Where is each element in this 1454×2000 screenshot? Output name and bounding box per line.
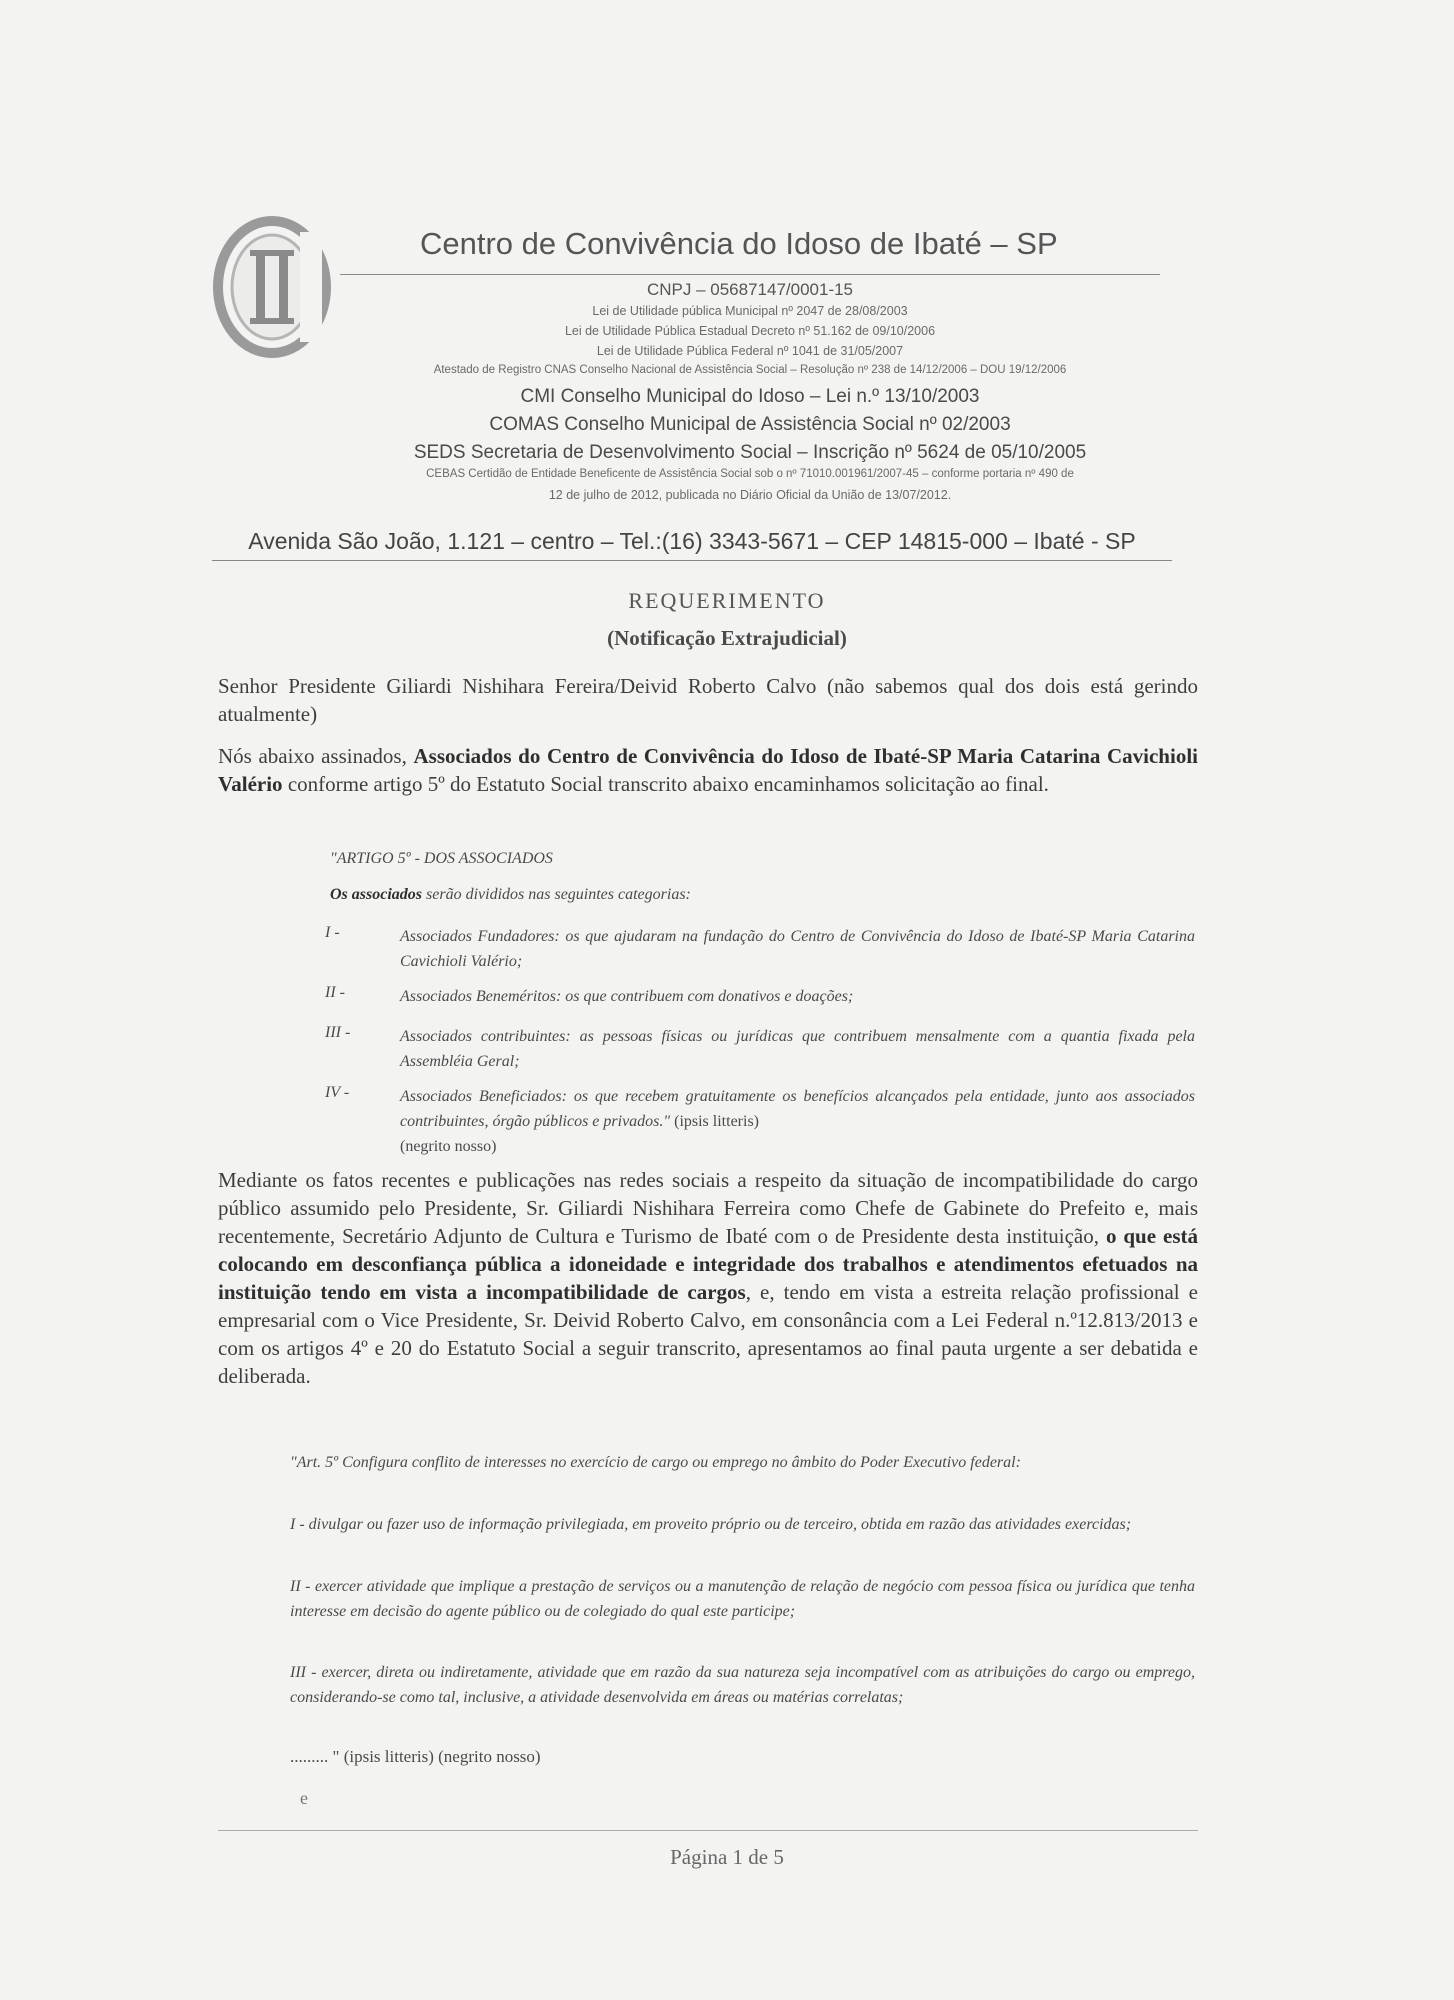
law-item: II - exercer atividade que implique a prestação de serviços ou a manutenção de relação de negócio com pessoa física ou jurídica que tenha interesse em decisão do agente público ou de colegiado do qual este participe;	[290, 1578, 1195, 1620]
organization-title: Centro de Convivência do Idoso de Ibaté – SP	[420, 226, 1058, 261]
header-line: COMAS Conselho Municipal de Assistência Social nº 02/2003	[489, 414, 1011, 435]
intro-paragraph: Nós abaixo assinados, Associados do Centro de Convivência do Idoso de Ibaté-SP Maria Catarina Cavichioli Valério conforme artigo 5º do Estatuto Social transcrito abaixo encaminhamos solicitação ao final.	[218, 744, 1198, 796]
header-line: Lei de Utilidade Pública Federal nº 1041 de 31/05/2007	[596, 344, 904, 358]
title-divider	[340, 274, 1160, 275]
document-subtitle: (Notificação Extrajudicial)	[607, 626, 847, 650]
header-line: CMI Conselho Municipal do Idoso – Lei n.º 13/10/2003	[520, 386, 980, 407]
footer-divider	[218, 1830, 1198, 1831]
article5-item: Associados contribuintes: as pessoas físicas ou jurídicas que contribuem mensalmente com a quantia fixada pela Assembléia Geral;	[400, 1028, 1195, 1070]
institution-logo	[212, 212, 332, 362]
salutation: Senhor Presidente Giliardi Nishihara Fereira/Deivid Roberto Calvo (não sabemos qual dos dois está gerindo atualmente)	[218, 674, 1198, 726]
header-line: SEDS Secretaria de Desenvolvimento Social – Inscrição nº 5624 de 05/10/2005	[413, 442, 1087, 463]
article5-item-number: II -	[325, 984, 345, 1001]
stray-mark: e	[300, 1788, 308, 1808]
main-paragraph: Mediante os fatos recentes e publicações nas redes sociais a respeito da situação de incompatibilidade do cargo público assumido pelo Presidente, Sr. Giliardi Nishihara Ferreira como Chefe de Gabinete do Prefeito e, mais recentemente, Secretário Adjunto de Cultura e Turismo de Ibaté com o de Presidente desta instituição, o que está colocando em desconfiança pública a idoneidade e integridade dos trabalhos e atendimentos efetuados na instituição tendo em vista a incompatibilidade de cargos, e, tendo em vista a estreita relação profissional e empresarial com o Vice Presidente, Sr. Deivid Roberto Calvo, em consonância com a Lei Federal n.º12.813/2013 e com os artigos 4º e 20 do Estatuto Social a seguir transcrito, apresentamos ao final pauta urgente a ser debatida e deliberada.	[218, 1168, 1198, 1388]
header-cnpj: CNPJ – 05687147/0001-15	[646, 280, 854, 299]
law-item: III - exercer, direta ou indiretamente, atividade que em razão da sua natureza seja incompatível com as atribuições do cargo ou emprego, considerando-se como tal, inclusive, a atividade desenvolvida em áreas ou matérias correlatas;	[290, 1664, 1195, 1706]
article5-item-number: I -	[325, 924, 340, 941]
article5-intro: Os associados serão divididos nas seguintes categorias:	[330, 886, 691, 903]
law-citation: ......... " (ipsis litteris) (negrito nosso)	[290, 1747, 541, 1766]
address-line: Avenida São João, 1.121 – centro – Tel.:(16) 3343-5671 – CEP 14815-000 – Ibaté - SP	[248, 528, 1136, 554]
article5-item: Associados Beneficiados: os que recebem gratuitamente os benefícios alcançados pela entidade, junto aos associados contribuintes, órgão públicos e privados." (ipsis litteris) (negrito nosso)	[400, 1088, 1195, 1155]
header-line: Atestado de Registro CNAS Conselho Nacional de Assistência Social – Resolução nº 238 de 14/12/2006 – DOU 19/12/2006	[433, 364, 1067, 376]
header-line: Lei de Utilidade Pública Estadual Decreto nº 51.162 de 09/10/2006	[564, 324, 936, 338]
document-title: REQUERIMENTO	[628, 588, 826, 613]
header-line: 12 de julho de 2012, publicada no Diário Oficial da União de 13/07/2012.	[548, 488, 952, 502]
law-item: I - divulgar ou fazer uso de informação privilegiada, em proveito próprio ou de terceiro, obtida em razão das atividades exercidas;	[290, 1516, 1132, 1533]
article5-item-number: III -	[325, 1024, 351, 1041]
article5-item: Associados Fundadores: os que ajudaram na fundação do Centro de Convivência do Idoso de Ibaté-SP Maria Catarina Cavichioli Valério;	[400, 928, 1195, 970]
law-article-intro: "Art. 5º Configura conflito de interesses no exercício de cargo ou emprego no âmbito do Poder Executivo federal:	[290, 1454, 1021, 1471]
article5-item-number: IV -	[325, 1084, 350, 1101]
page-number: Página 1 de 5	[670, 1845, 784, 1869]
header-line: Lei de Utilidade pública Municipal nº 2047 de 28/08/2003	[592, 304, 908, 318]
header-line: CEBAS Certidão de Entidade Beneficente de Assistência Social sob o nº 71010.001961/2007-45 – conforme portaria nº 490 de	[426, 468, 1074, 480]
article5-item: Associados Beneméritos: os que contribuem com donativos e doações;	[400, 988, 854, 1005]
article5-title: "ARTIGO 5º - DOS ASSOCIADOS	[330, 850, 553, 867]
address-divider	[212, 560, 1172, 561]
